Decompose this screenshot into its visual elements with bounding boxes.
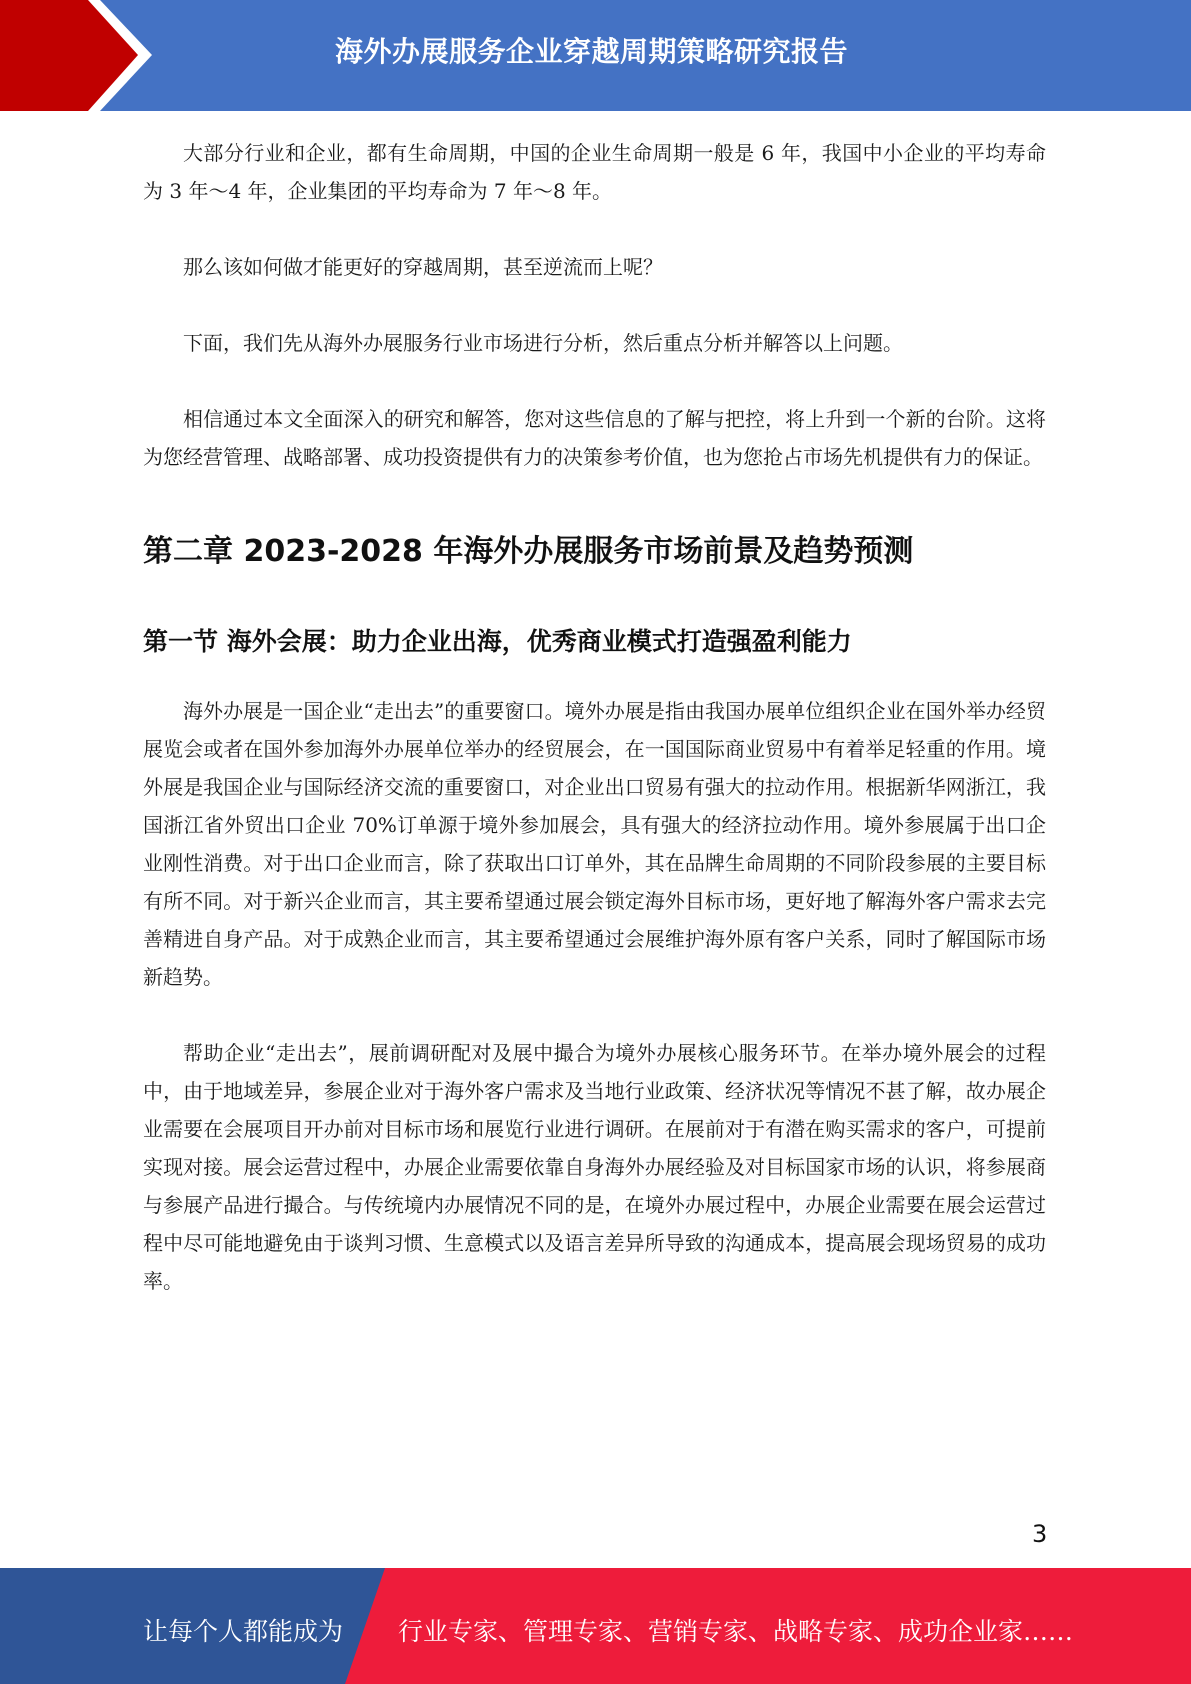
page-number: 3 [1032, 1520, 1048, 1548]
section-paragraph-2: 帮助企业“走出去”，展前调研配对及展中撮合为境外办展核心服务环节。在举办境外展会的过程中，由于地域差异，参展企业对于海外客户需求及当地行业政策、经济状况等情况不甚了解，故办展企业需要在会展项目开办前对目标市场和展览行业进行调研。在展前对于有潜在购买需求的客户，可提前实现对接。展会运营过程中，办展企业需要依靠自身海外办展经验及对目标国家市场的认识，将参展商与参展产品进行撮合。与传统境内办展情况不同的是，在境外办展过程中，办展企业需要在展会运营过程中尽可能地避免由于谈判习惯、生意模式以及语言差异所导致的沟通成本，提高展会现场贸易的成功率。 [143, 1041, 1046, 1293]
intro-paragraph-2: 那么该如何做才能更好的穿越周期，甚至逆流而上呢？ [183, 255, 663, 279]
page-content [143, 134, 1046, 1338]
header-title: 海外办展服务企业穿越周期策略研究报告 [335, 35, 849, 68]
page-header [0, 0, 1191, 111]
footer-slogan-right: 行业专家、管理专家、营销专家、战略专家、成功企业家…… [398, 1617, 1074, 1646]
section-title: 第一节 海外会展：助力企业出海，优秀商业模式打造强盈利能力 [143, 627, 852, 656]
section-paragraph-1: 海外办展是一国企业“走出去”的重要窗口。境外办展是指由我国办展单位组织企业在国外举办经贸展览会或者在国外参加海外办展单位举办的经贸展会，在一国国际商业贸易中有着举足轻重的作用。境外展是我国企业与国际经济交流的重要窗口，对企业出口贸易有强大的拉动作用。根据新华网浙江，我国浙江省外贸出口企业 70%订单源于境外参加展会，具有强大的经济拉动作用。境外参展属于出口企业刚性消费。对于出口企业而言，除了获取出口订单外，其在品牌生命周期的不同阶段参展的主要目标有所不同。对于新兴企业而言，其主要希望通过展会锁定海外目标市场，更好地了解海外客户需求去完善精进自身产品。对于成熟企业而言，其主要希望通过会展维护海外原有客户关系，同时了解国际市场新趋势。 [143, 699, 1046, 989]
intro-paragraph-1: 大部分行业和企业，都有生命周期，中国的企业生命周期一般是 6 年，我国中小企业的平均寿命为 3 年～4 年，企业集团的平均寿命为 7 年～8 年。 [143, 141, 1046, 203]
footer-slogan-left: 让每个人都能成为 [143, 1617, 344, 1646]
header-arrow-red [0, 0, 138, 111]
page-footer [0, 1568, 1191, 1684]
chapter-title: 第二章 2023-2028 年海外办展服务市场前景及趋势预测 [143, 534, 914, 569]
intro-paragraph-3: 下面，我们先从海外办展服务行业市场进行分析，然后重点分析并解答以上问题。 [183, 331, 903, 355]
intro-paragraph-4: 相信通过本文全面深入的研究和解答，您对这些信息的了解与把控，将上升到一个新的台阶。这将为您经营管理、战略部署、成功投资提供有力的决策参考价值，也为您抢占市场先机提供有力的保证。 [143, 407, 1046, 469]
